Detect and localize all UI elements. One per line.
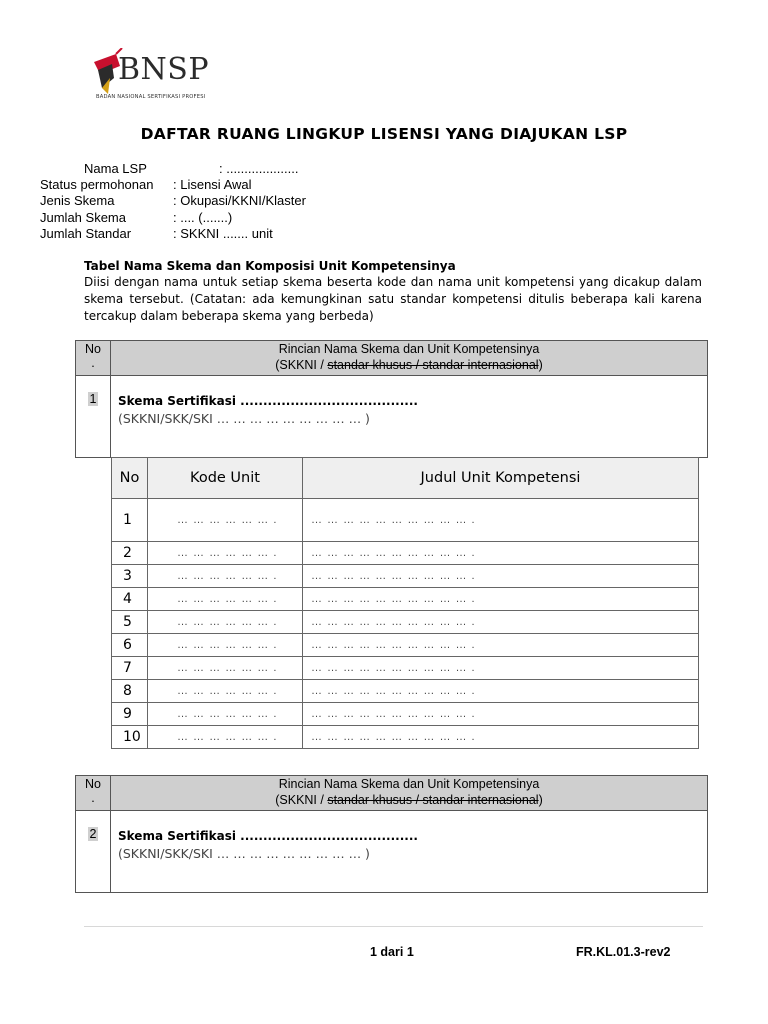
- rincian-subtitle: [111, 792, 707, 808]
- unit-kode: … … … … … … .: [148, 726, 303, 749]
- info-value: : Okupasi/KKNI/Klaster: [173, 193, 306, 208]
- unit-row: [112, 611, 699, 634]
- skema-number: 1: [89, 392, 97, 406]
- unit-no: 5: [112, 611, 148, 634]
- unit-kode: … … … … … … .: [148, 565, 303, 588]
- skema-label: Skema Sertifikasi .......................................: [118, 394, 418, 408]
- skema-standard: (SKKNI/SKK/SKI … … … … … … … … … ): [118, 411, 370, 426]
- skema-number-cell: [76, 376, 111, 458]
- bnsp-logo: [86, 48, 236, 108]
- unit-no: 10: [112, 726, 148, 749]
- unit-no: 7: [112, 657, 148, 680]
- rincian-title: Rincian Nama Skema dan Unit Kompetensinya: [278, 342, 540, 356]
- skema-table-1: [75, 340, 708, 458]
- rincian-header: [111, 776, 708, 811]
- unit-row: [112, 680, 699, 703]
- no-header-label: No: [85, 342, 101, 356]
- unit-judul: … … … … … … … … … … .: [303, 611, 699, 634]
- unit-row: [112, 565, 699, 588]
- info-value: : .... (.......): [173, 210, 233, 225]
- page-number: 1 dari 1: [370, 945, 414, 959]
- units-table: [111, 457, 699, 749]
- section-description: Diisi dengan nama untuk setiap skema beserta kode dan nama unit kompetensi yang dicakup dalam skema tersebut. (Catatan: ada kemungkinan satu standar kompetensi ditulis beberapa kali karena tercakup dalam beberapa skema yang berbeda): [84, 275, 702, 323]
- rincian-title: Rincian Nama Skema dan Unit Kompetensinya: [278, 777, 540, 791]
- unit-judul: … … … … … … … … … … .: [303, 634, 699, 657]
- info-label: Jumlah Skema: [40, 210, 126, 225]
- info-label: Jenis Skema: [40, 193, 115, 208]
- logo-name: BNSP: [118, 52, 210, 87]
- document-title: DAFTAR RUANG LINGKUP LISENSI YANG DIAJUKAN LSP: [140, 125, 628, 143]
- unit-row: [112, 499, 699, 542]
- info-label: Status permohonan: [40, 177, 154, 192]
- footer-divider: [84, 926, 703, 927]
- skema-detail-cell: [111, 811, 708, 893]
- no-header: [76, 341, 111, 376]
- info-label: Nama LSP: [84, 161, 147, 176]
- skema-table-2: [75, 775, 708, 893]
- unit-no: 3: [112, 565, 148, 588]
- unit-kode: … … … … … … .: [148, 499, 303, 542]
- unit-judul: … … … … … … … … … … .: [303, 542, 699, 565]
- units-header-no: No: [112, 458, 148, 499]
- rincian-subtitle: [111, 357, 707, 373]
- form-code: FR.KL.01.3-rev2: [576, 945, 671, 959]
- unit-judul: … … … … … … … … … … .: [303, 588, 699, 611]
- units-header-judul: Judul Unit Kompetensi: [303, 458, 699, 499]
- no-header-dot: .: [91, 356, 95, 370]
- info-label: Jumlah Standar: [40, 226, 132, 241]
- unit-row: [112, 634, 699, 657]
- sub-suffix: ): [538, 358, 543, 372]
- no-header-label: No: [85, 777, 101, 791]
- unit-judul: … … … … … … … … … … .: [303, 680, 699, 703]
- unit-row: [112, 703, 699, 726]
- unit-kode: … … … … … … .: [148, 703, 303, 726]
- section-title: Tabel Nama Skema dan Komposisi Unit Kompetensinya: [84, 259, 456, 273]
- no-header-dot: .: [91, 791, 95, 805]
- sub-suffix: ): [538, 793, 543, 807]
- skema-number-cell: [76, 811, 111, 893]
- unit-judul: … … … … … … … … … … .: [303, 657, 699, 680]
- unit-judul: … … … … … … … … … … .: [303, 726, 699, 749]
- unit-no: 9: [112, 703, 148, 726]
- units-header-kode: Kode Unit: [148, 458, 303, 499]
- unit-kode: … … … … … … .: [148, 588, 303, 611]
- unit-judul: … … … … … … … … … … .: [303, 565, 699, 588]
- unit-row: [112, 588, 699, 611]
- unit-kode: … … … … … … .: [148, 657, 303, 680]
- unit-kode: … … … … … … .: [148, 634, 303, 657]
- unit-no: 2: [112, 542, 148, 565]
- unit-no: 1: [112, 499, 148, 542]
- unit-judul: … … … … … … … … … … .: [303, 703, 699, 726]
- sub-prefix: (SKKNI /: [275, 793, 328, 807]
- unit-judul: … … … … … … … … … … .: [303, 499, 699, 542]
- info-value: : SKKNI ....... unit: [173, 226, 273, 241]
- logo-subtitle: BADAN NASIONAL SERTIFIKASI PROFESI: [96, 94, 206, 100]
- unit-row: [112, 726, 699, 749]
- unit-kode: … … … … … … .: [148, 680, 303, 703]
- unit-no: 8: [112, 680, 148, 703]
- unit-row: [112, 657, 699, 680]
- unit-no: 4: [112, 588, 148, 611]
- unit-kode: … … … … … … .: [148, 611, 303, 634]
- no-header: [76, 776, 111, 811]
- unit-no: 6: [112, 634, 148, 657]
- skema-detail-cell: [111, 376, 708, 458]
- unit-kode: … … … … … … .: [148, 542, 303, 565]
- sub-prefix: (SKKNI /: [275, 358, 328, 372]
- rincian-header: [111, 341, 708, 376]
- info-value: : Lisensi Awal: [173, 177, 252, 192]
- skema-standard: (SKKNI/SKK/SKI … … … … … … … … … ): [118, 846, 370, 861]
- info-value: : ....................: [219, 161, 299, 176]
- skema-label: Skema Sertifikasi .......................................: [118, 829, 418, 843]
- sub-strikethrough: standar khusus / standar internasional: [327, 793, 539, 807]
- unit-row: [112, 542, 699, 565]
- sub-strikethrough: standar khusus / standar internasional: [327, 358, 539, 372]
- skema-number: 2: [89, 827, 97, 841]
